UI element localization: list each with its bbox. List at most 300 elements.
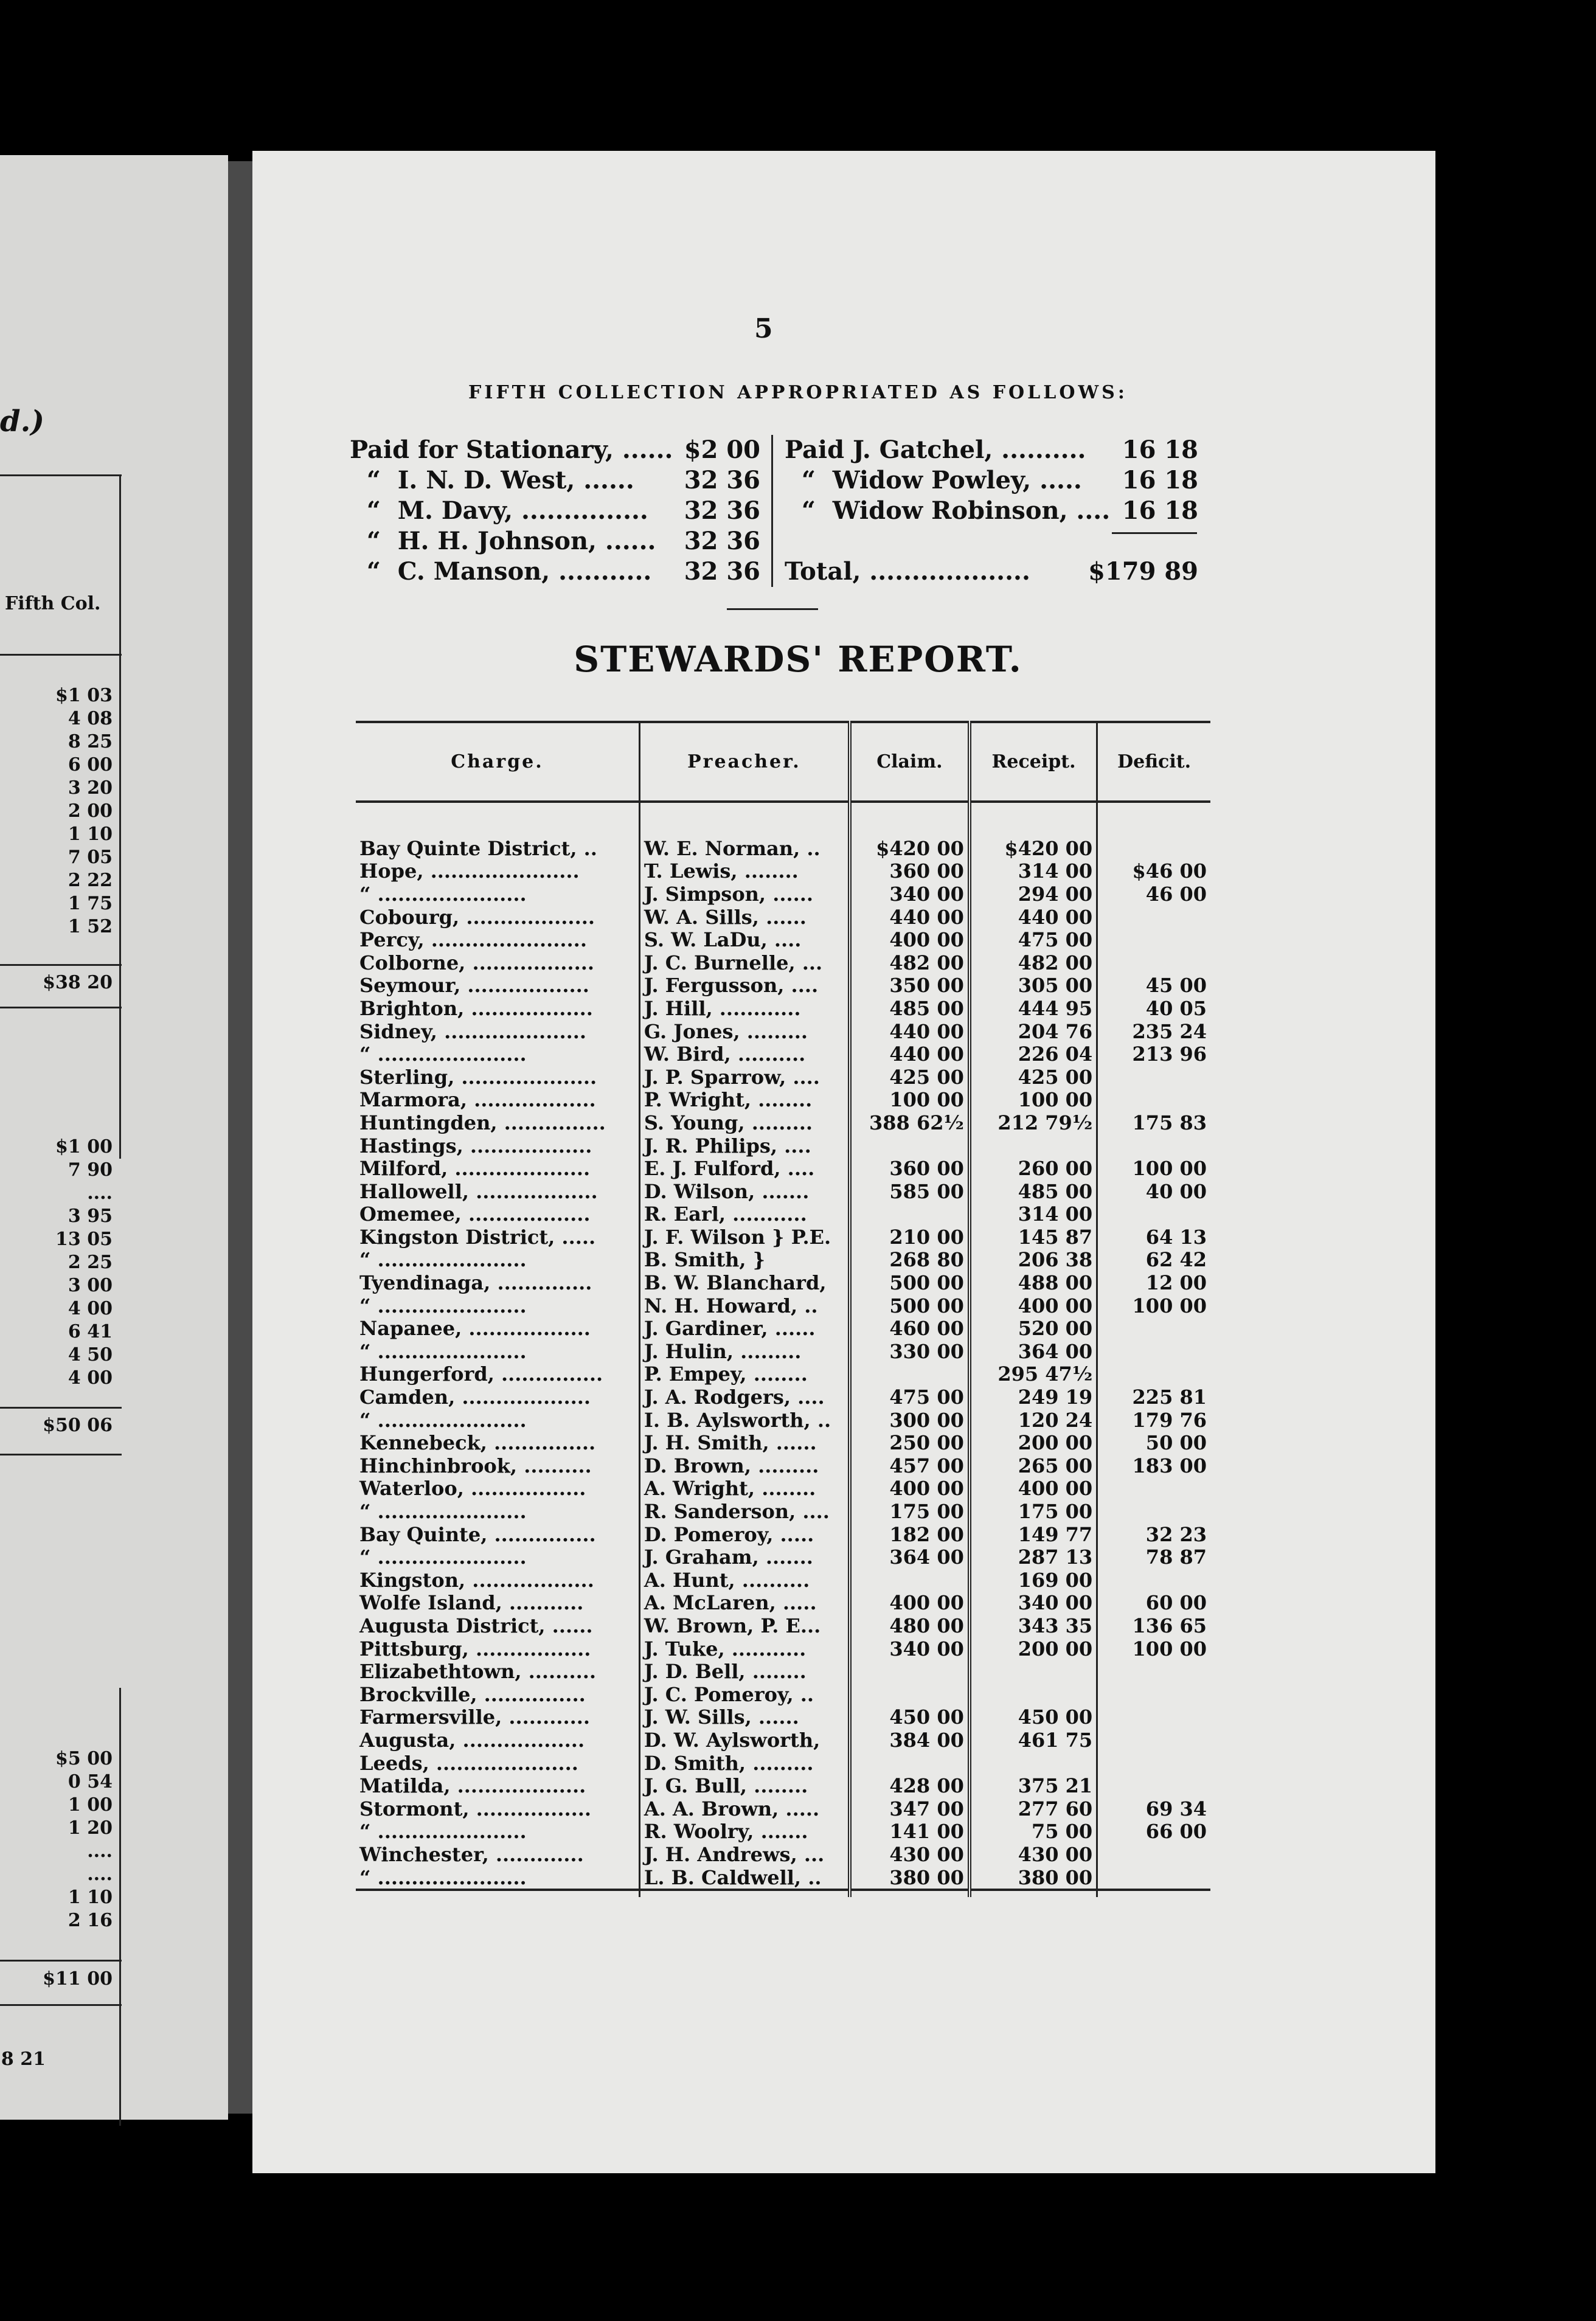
cell-preacher: B. W. Blanchard, — [639, 1271, 850, 1294]
collection-right-amounts — [1077, 435, 1198, 587]
cell-deficit: 179 76 — [1132, 1408, 1207, 1432]
cell-receipt: 120 24 — [970, 1409, 1097, 1432]
left-block-1-total: $38 20 — [43, 972, 113, 993]
cell-receipt: 212 79½ — [970, 1111, 1097, 1134]
cell-preacher: L. B. Caldwell, .. — [639, 1866, 850, 1890]
left-value: .... — [87, 1840, 113, 1862]
cell-preacher: P. Wright, ........ — [639, 1089, 850, 1112]
cell-receipt: 294 00 — [970, 883, 1097, 906]
cell-deficit: 40 05 — [1145, 996, 1207, 1020]
cell-claim — [850, 1660, 970, 1683]
cell-deficit: 100 00 — [1132, 1157, 1207, 1181]
cell-charge: Hope, ...................... — [356, 860, 639, 883]
left-rule — [0, 1960, 122, 1962]
left-value: $5 00 — [55, 1748, 113, 1769]
cell-charge: Waterloo, ................. — [356, 1477, 639, 1500]
cell-charge: Brockville, ............... — [356, 1683, 639, 1706]
cell-deficit — [1097, 1683, 1210, 1706]
cell-receipt: 287 13 — [970, 1546, 1097, 1569]
table-row — [356, 1157, 1210, 1180]
cell-receipt — [970, 1683, 1097, 1706]
cell-deficit — [1097, 1203, 1210, 1226]
cell-receipt: 169 00 — [970, 1569, 1097, 1592]
collection-item-label: Total, ................... — [785, 557, 1030, 586]
cell-receipt: 249 19 — [970, 1386, 1097, 1409]
cell-receipt: 444 95 — [970, 997, 1097, 1020]
cell-deficit: 183 00 — [1132, 1454, 1207, 1477]
collection-item-amount: 16 18 — [1122, 466, 1198, 494]
cell-deficit: 69 34 — [1145, 1797, 1207, 1820]
left-value: .... — [87, 1182, 113, 1204]
cell-preacher: A. A. Brown, ..... — [639, 1797, 850, 1820]
cell-charge: “ ...................... — [356, 1546, 639, 1569]
table-row — [356, 1752, 1210, 1775]
table-row — [356, 1546, 1210, 1569]
left-block-2-total: $50 06 — [43, 1415, 113, 1436]
cell-charge: “ ...................... — [356, 1043, 639, 1066]
cell-preacher: W. E. Norman, .. — [639, 802, 850, 860]
left-value: 1 00 — [68, 1794, 113, 1816]
cell-receipt: 485 00 — [970, 1180, 1097, 1203]
table-row — [356, 1134, 1210, 1157]
collection-item-label: “ H. H. Johnson, ...... — [350, 527, 656, 555]
collection-item-amount: $2 00 — [684, 435, 760, 464]
table-row — [356, 951, 1210, 974]
table-row — [356, 974, 1210, 997]
cell-claim: 500 00 — [850, 1294, 970, 1317]
collection-right-labels — [785, 435, 1110, 587]
table-row — [356, 1431, 1210, 1454]
cell-receipt: 340 00 — [970, 1592, 1097, 1615]
cell-deficit: 62 42 — [1145, 1248, 1207, 1272]
cell-claim — [850, 1134, 970, 1157]
table-row — [356, 928, 1210, 951]
cell-charge: Elizabethtown, .......... — [356, 1660, 639, 1683]
table-row — [356, 1637, 1210, 1660]
report-title: STEWARDS' REPORT. — [574, 639, 1022, 680]
cell-charge: “ ...................... — [356, 883, 639, 906]
cell-charge: Brighton, .................. — [356, 997, 639, 1020]
cell-charge: Omemee, .................. — [356, 1203, 639, 1226]
cell-deficit — [1097, 1066, 1210, 1089]
page-number: 5 — [754, 313, 773, 344]
cell-receipt: 200 00 — [970, 1637, 1097, 1660]
left-value: 1 20 — [68, 1817, 113, 1839]
cell-preacher: B. Smith, } — [639, 1249, 850, 1272]
cell-deficit — [1097, 906, 1210, 929]
cell-receipt: 265 00 — [970, 1454, 1097, 1477]
header-claim: Claim. — [850, 722, 970, 802]
collection-left-labels — [350, 435, 673, 587]
cell-preacher: A. Hunt, .......... — [639, 1569, 850, 1592]
cell-charge: Pittsburg, ................. — [356, 1637, 639, 1660]
collection-item-label: Paid for Stationary, ...... — [350, 435, 673, 464]
cell-receipt: 364 00 — [970, 1340, 1097, 1363]
cell-charge: Augusta District, ...... — [356, 1614, 639, 1637]
cell-preacher: S. W. LaDu, .... — [639, 928, 850, 951]
left-rule — [0, 1454, 122, 1455]
cell-preacher: A. McLaren, ..... — [639, 1592, 850, 1615]
cell-claim: 340 00 — [850, 883, 970, 906]
left-value: 4 00 — [68, 1298, 113, 1319]
table-row — [356, 1477, 1210, 1500]
table-row — [356, 1089, 1210, 1112]
left-facing-page — [0, 155, 228, 2120]
cell-receipt: 430 00 — [970, 1843, 1097, 1866]
cell-claim: 350 00 — [850, 974, 970, 997]
cell-preacher: D. Wilson, ....... — [639, 1180, 850, 1203]
cell-preacher: J. A. Rodgers, .... — [639, 1386, 850, 1409]
cell-receipt: $420 00 — [970, 802, 1097, 860]
header-receipt: Receipt. — [970, 722, 1097, 802]
left-value: 1 52 — [68, 916, 113, 937]
cell-claim: 330 00 — [850, 1340, 970, 1363]
cell-receipt: 482 00 — [970, 951, 1097, 974]
collection-left-amounts — [639, 435, 760, 587]
left-value: 2 16 — [68, 1910, 113, 1931]
cell-receipt: 488 00 — [970, 1271, 1097, 1294]
cell-preacher: J. C. Pomeroy, .. — [639, 1683, 850, 1706]
cell-receipt: 260 00 — [970, 1157, 1097, 1180]
left-value: 2 22 — [68, 870, 113, 891]
cell-deficit: 78 87 — [1145, 1546, 1207, 1569]
stewards-report-table — [356, 721, 1210, 1897]
left-value: 3 00 — [68, 1275, 113, 1296]
cell-preacher: R. Sanderson, .... — [639, 1500, 850, 1523]
cell-claim: 364 00 — [850, 1546, 970, 1569]
cell-deficit — [1097, 1340, 1210, 1363]
cell-claim: 440 00 — [850, 906, 970, 929]
cell-deficit — [1097, 1317, 1210, 1340]
cell-claim: 400 00 — [850, 1477, 970, 1500]
cell-receipt — [970, 1660, 1097, 1683]
cell-deficit — [1097, 1477, 1210, 1500]
cell-deficit: 225 81 — [1132, 1386, 1207, 1409]
cell-preacher: E. J. Fulford, .... — [639, 1157, 850, 1180]
cell-receipt: 380 00 — [970, 1866, 1097, 1890]
left-rule — [0, 1007, 122, 1008]
cell-preacher: J. P. Sparrow, .... — [639, 1066, 850, 1089]
cell-claim: 384 00 — [850, 1729, 970, 1752]
cell-deficit: 50 00 — [1145, 1431, 1207, 1455]
book-spine — [228, 161, 252, 2114]
cell-charge: Bay Quinte, ............... — [356, 1523, 639, 1546]
cell-claim: 485 00 — [850, 997, 970, 1020]
cell-receipt: 206 38 — [970, 1249, 1097, 1272]
cell-charge: Hinchinbrook, .......... — [356, 1454, 639, 1477]
cell-preacher: D. Brown, ......... — [639, 1454, 850, 1477]
cell-claim: 388 62½ — [850, 1111, 970, 1134]
cell-claim: 460 00 — [850, 1317, 970, 1340]
cell-charge: Percy, ....................... — [356, 928, 639, 951]
cell-receipt: 305 00 — [970, 974, 1097, 997]
cell-preacher: J. H. Smith, ...... — [639, 1431, 850, 1454]
cell-preacher: D. W. Aylsworth, — [639, 1729, 850, 1752]
left-value: 0 54 — [68, 1771, 113, 1792]
table-row — [356, 1774, 1210, 1797]
left-value: 6 41 — [68, 1321, 113, 1342]
cell-deficit: 235 24 — [1132, 1019, 1207, 1043]
table-row — [356, 1614, 1210, 1637]
collection-item-amount: 32 36 — [684, 496, 760, 525]
left-rule — [0, 964, 122, 966]
cell-deficit: 60 00 — [1145, 1591, 1207, 1615]
cell-preacher: W. Bird, .......... — [639, 1043, 850, 1066]
collection-item-label: “ M. Davy, ............... — [350, 496, 648, 525]
cell-claim: 482 00 — [850, 951, 970, 974]
left-value: 3 20 — [68, 777, 113, 799]
table-row — [356, 1180, 1210, 1203]
cell-receipt: 375 21 — [970, 1774, 1097, 1797]
table-row — [356, 1523, 1210, 1546]
cell-charge: Huntingden, ............... — [356, 1111, 639, 1134]
cell-receipt: 145 87 — [970, 1226, 1097, 1249]
cell-charge: “ ...................... — [356, 1409, 639, 1432]
left-block-1 — [0, 684, 113, 938]
cell-charge: “ ...................... — [356, 1866, 639, 1890]
section-rule — [727, 608, 818, 610]
cell-receipt: 314 00 — [970, 1203, 1097, 1226]
cell-claim: 440 00 — [850, 1043, 970, 1066]
cell-deficit: 46 00 — [1145, 882, 1207, 906]
cell-claim: 400 00 — [850, 928, 970, 951]
cell-claim: 175 00 — [850, 1500, 970, 1523]
cell-preacher: J. W. Sills, ...... — [639, 1706, 850, 1729]
cell-preacher: G. Jones, ......... — [639, 1020, 850, 1043]
collection-item-amount: 16 18 — [1122, 435, 1198, 464]
table-row — [356, 1226, 1210, 1249]
cell-receipt: 461 75 — [970, 1729, 1097, 1752]
left-value: 7 90 — [68, 1159, 113, 1181]
collection-item-amount: 16 18 — [1122, 496, 1198, 525]
table-row — [356, 997, 1210, 1020]
cell-claim: 480 00 — [850, 1614, 970, 1637]
cell-deficit: 100 00 — [1132, 1294, 1207, 1317]
cell-deficit — [1097, 802, 1210, 860]
table-row — [356, 1660, 1210, 1683]
cell-preacher: A. Wright, ........ — [639, 1477, 850, 1500]
left-value: 4 50 — [68, 1344, 113, 1365]
cell-claim: 400 00 — [850, 1592, 970, 1615]
left-heading-fragment: d.) — [0, 404, 44, 439]
cell-receipt: 226 04 — [970, 1043, 1097, 1066]
cell-claim: 380 00 — [850, 1866, 970, 1890]
left-value: 1 10 — [68, 824, 113, 845]
cell-deficit — [1097, 1706, 1210, 1729]
cell-preacher: S. Young, ......... — [639, 1111, 850, 1134]
collection-item-amount: 32 36 — [684, 557, 760, 586]
cell-charge: Seymour, .................. — [356, 974, 639, 997]
cell-charge: Napanee, .................. — [356, 1317, 639, 1340]
cell-receipt: 450 00 — [970, 1706, 1097, 1729]
cell-charge: Tyendinaga, .............. — [356, 1271, 639, 1294]
cell-charge: Matilda, ................... — [356, 1774, 639, 1797]
table-row — [356, 1043, 1210, 1066]
left-vertical-rule — [119, 1688, 121, 2126]
table-row — [356, 1454, 1210, 1477]
cell-claim — [850, 1363, 970, 1386]
cell-deficit — [1097, 1729, 1210, 1752]
cell-preacher: J. C. Burnelle, ... — [639, 951, 850, 974]
left-rule — [0, 2004, 122, 2006]
collection-item-amount: 32 36 — [684, 527, 760, 555]
cell-preacher: J. Fergusson, .... — [639, 974, 850, 997]
cell-receipt — [970, 1134, 1097, 1157]
cell-claim: 450 00 — [850, 1706, 970, 1729]
cell-claim: 250 00 — [850, 1431, 970, 1454]
cell-receipt: 200 00 — [970, 1431, 1097, 1454]
cell-preacher: J. Hill, ............ — [639, 997, 850, 1020]
table-row — [356, 1683, 1210, 1706]
cell-claim: 425 00 — [850, 1066, 970, 1089]
cell-charge: Sterling, .................... — [356, 1066, 639, 1089]
cell-claim: 210 00 — [850, 1226, 970, 1249]
cell-charge: Hallowell, .................. — [356, 1180, 639, 1203]
cell-deficit — [1097, 1774, 1210, 1797]
cell-receipt: 100 00 — [970, 1089, 1097, 1112]
cell-deficit — [1097, 951, 1210, 974]
cell-receipt: 314 00 — [970, 860, 1097, 883]
cell-claim: 440 00 — [850, 1020, 970, 1043]
cell-deficit — [1097, 928, 1210, 951]
cell-charge: Sidney, ..................... — [356, 1020, 639, 1043]
table-row — [356, 1843, 1210, 1866]
left-value: 4 08 — [68, 708, 113, 729]
left-value: $1 03 — [55, 685, 113, 706]
table-row — [356, 1271, 1210, 1294]
left-value: 8 25 — [68, 731, 113, 752]
left-rule — [0, 1407, 122, 1409]
left-value: 13 05 — [55, 1229, 113, 1250]
left-value: $1 00 — [55, 1136, 113, 1157]
cell-deficit: 100 00 — [1132, 1637, 1207, 1660]
cell-preacher: J. Hulin, ......... — [639, 1340, 850, 1363]
cell-deficit: 213 96 — [1132, 1043, 1207, 1066]
left-value: 2 00 — [68, 800, 113, 822]
collection-item-amount — [1077, 526, 1198, 557]
cell-preacher: J. Tuke, ........... — [639, 1637, 850, 1660]
cell-charge: Stormont, ................. — [356, 1797, 639, 1820]
cell-deficit: 40 00 — [1145, 1179, 1207, 1203]
table-row — [356, 1409, 1210, 1432]
left-block-3-total: $11 00 — [43, 1968, 113, 1990]
cell-claim: 500 00 — [850, 1271, 970, 1294]
cell-preacher: J. Gardiner, ...... — [639, 1317, 850, 1340]
cell-preacher: J. R. Philips, .... — [639, 1134, 850, 1157]
cell-preacher: P. Empey, ........ — [639, 1363, 850, 1386]
cell-deficit — [1097, 1660, 1210, 1683]
table-row — [356, 860, 1210, 883]
table-row — [356, 1866, 1210, 1890]
table-row — [356, 883, 1210, 906]
collection-item-label: Paid J. Gatchel, .......... — [785, 435, 1086, 464]
cell-claim — [850, 1203, 970, 1226]
cell-charge: Kingston District, ..... — [356, 1226, 639, 1249]
table-row — [356, 1317, 1210, 1340]
table-row — [356, 1249, 1210, 1272]
cell-receipt: 295 47½ — [970, 1363, 1097, 1386]
cell-charge: “ ...................... — [356, 1340, 639, 1363]
table-row — [356, 802, 1210, 860]
table-body — [356, 802, 1210, 1890]
cell-preacher: T. Lewis, ........ — [639, 860, 850, 883]
cell-receipt: 400 00 — [970, 1294, 1097, 1317]
table-footer-rule — [356, 1890, 1210, 1897]
cell-claim — [850, 1752, 970, 1775]
cell-claim: 360 00 — [850, 1157, 970, 1180]
table-row — [356, 1386, 1210, 1409]
cell-deficit — [1097, 1569, 1210, 1592]
collection-item-label: “ I. N. D. West, ...... — [350, 466, 634, 494]
cell-charge: Colborne, .................. — [356, 951, 639, 974]
cell-receipt: 475 00 — [970, 928, 1097, 951]
cell-claim: 475 00 — [850, 1386, 970, 1409]
cell-claim: 457 00 — [850, 1454, 970, 1477]
left-value: 7 05 — [68, 847, 113, 868]
cell-deficit: 64 13 — [1145, 1225, 1207, 1249]
collection-item-label: “ C. Manson, ........... — [350, 557, 652, 586]
left-value: 6 00 — [68, 754, 113, 775]
cell-deficit: 66 00 — [1145, 1820, 1207, 1844]
header-preacher: Preacher. — [639, 722, 850, 802]
cell-preacher: J. D. Bell, ........ — [639, 1660, 850, 1683]
table-row — [356, 1111, 1210, 1134]
cell-deficit: 136 65 — [1132, 1614, 1207, 1637]
cell-receipt: 440 00 — [970, 906, 1097, 929]
cell-claim: 430 00 — [850, 1843, 970, 1866]
cell-receipt: 520 00 — [970, 1317, 1097, 1340]
total-rule — [1112, 532, 1197, 534]
cell-claim — [850, 1569, 970, 1592]
left-column-header: Fifth Col. — [5, 593, 101, 614]
cell-receipt: 277 60 — [970, 1797, 1097, 1820]
cell-charge: Winchester, ............. — [356, 1843, 639, 1866]
cell-receipt: 425 00 — [970, 1066, 1097, 1089]
cell-claim: 268 80 — [850, 1249, 970, 1272]
cell-charge: Milford, .................... — [356, 1157, 639, 1180]
cell-preacher: J. Graham, ....... — [639, 1546, 850, 1569]
cell-charge: Leeds, ..................... — [356, 1752, 639, 1775]
collection-item-label: “ Widow Powley, ..... — [785, 466, 1082, 494]
collection-item-label — [785, 526, 1110, 557]
cell-claim: 428 00 — [850, 1774, 970, 1797]
cell-receipt: 175 00 — [970, 1500, 1097, 1523]
left-block-3 — [0, 1747, 113, 1932]
cell-deficit: 32 23 — [1145, 1522, 1207, 1546]
cell-preacher: W. A. Sills, ...... — [639, 906, 850, 929]
cell-claim: 347 00 — [850, 1797, 970, 1820]
table-row — [356, 906, 1210, 929]
left-value: .... — [87, 1864, 113, 1885]
cell-preacher: R. Earl, ........... — [639, 1203, 850, 1226]
table-header-row — [356, 722, 1210, 802]
cell-charge: Farmersville, ............ — [356, 1706, 639, 1729]
cell-charge: Kennebeck, ............... — [356, 1431, 639, 1454]
cell-preacher: I. B. Aylsworth, .. — [639, 1409, 850, 1432]
cell-deficit — [1097, 1089, 1210, 1112]
cell-claim: 585 00 — [850, 1180, 970, 1203]
cell-charge: Hastings, .................. — [356, 1134, 639, 1157]
table-row — [356, 1820, 1210, 1844]
left-vertical-rule — [119, 474, 121, 1159]
table-row — [356, 1729, 1210, 1752]
cell-deficit: 175 83 — [1132, 1111, 1207, 1134]
cell-charge: Wolfe Island, ........... — [356, 1592, 639, 1615]
left-rule — [0, 474, 122, 476]
left-value: 3 95 — [68, 1206, 113, 1227]
left-value: 2 25 — [68, 1252, 113, 1273]
cell-preacher: W. Brown, P. E... — [639, 1614, 850, 1637]
